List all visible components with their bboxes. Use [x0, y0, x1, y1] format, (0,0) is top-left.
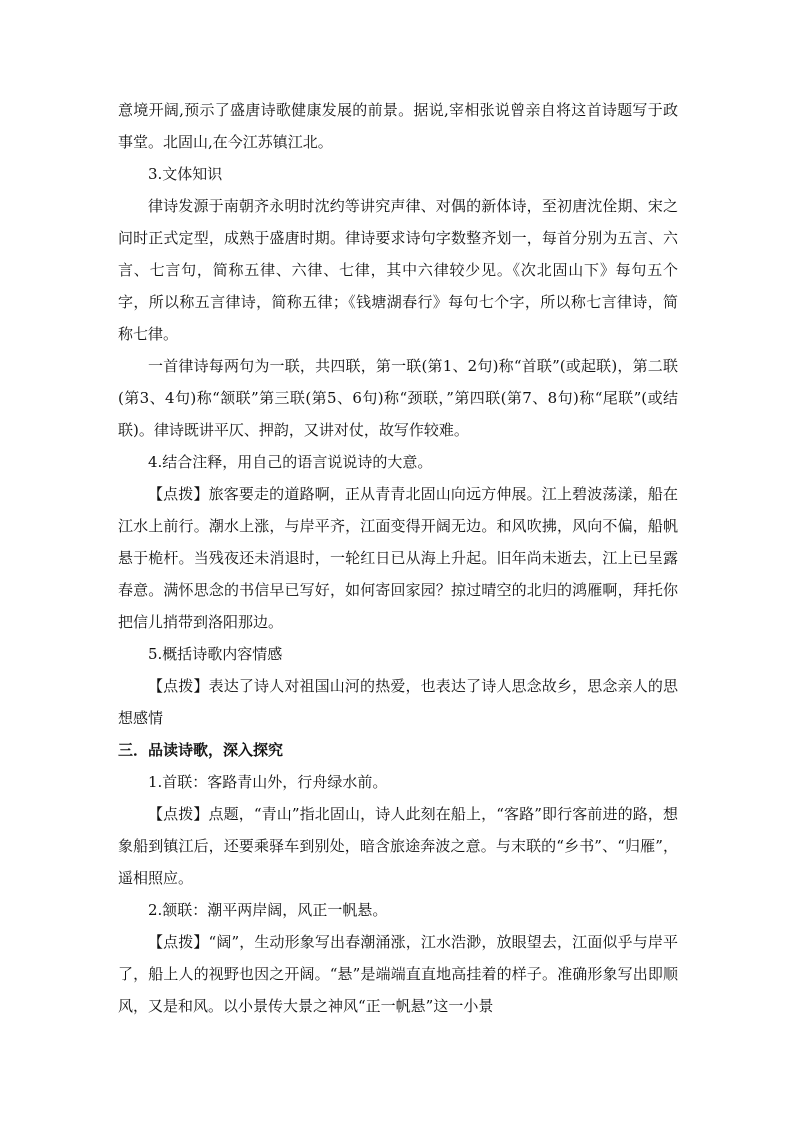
hint-text: 旅客要走的道路啊，正从青青北固山向远方伸展。江上碧波荡漾，船在江水上前行。潮水上涨，与岸平齐，江面变得开阔无边。和风吹拂，风向不偏，船帆悬于桅杆。当残夜还未消退时，一轮红日已从海上升起。旧年尚未逝去，江上已呈露春意。满怀思念的书信早已写好，如何寄回家园？掠过晴空的北归的鸿雁啊，拜托你把信儿捎带到洛阳那边。 — [118, 485, 678, 631]
section-literary-knowledge: 3.文体知识 — [148, 165, 223, 183]
hint-tag: 【点拨】 — [148, 485, 209, 503]
document-page — [118, 94, 678, 1022]
hint-tag: 【点拨】 — [148, 933, 209, 951]
answer-second-couplet — [118, 926, 678, 1022]
hint-tag: 【点拨】 — [148, 677, 209, 695]
question-emotion: 5.概括诗歌内容情感 — [148, 645, 283, 663]
paragraph-continuation: 意境开阔,预示了盛唐诗歌健康发展的前景。据说,宰相张说曾亲自将这首诗题写于政事堂。北固山,在今江苏镇江北。 — [118, 101, 678, 151]
question-meaning: 4.结合注释，用自己的语言说说诗的大意。 — [148, 453, 433, 471]
answer-first-couplet — [118, 798, 678, 894]
answer-meaning — [118, 478, 678, 638]
hint-text: “阔”，生动形象写出春潮涌涨，江水浩渺，放眼望去，江面似乎与岸平了，船上人的视野也因之开阔。“悬”是端端直直地高挂着的样子。准确形象写出即顺风，又是和风。以小景传大景之神风“正一帆悬”这一小景 — [118, 933, 678, 1015]
answer-emotion — [118, 670, 678, 734]
hint-text: 点题，“青山”指北固山，诗人此刻在船上，“客路”即行客前进的路，想象船到镇江后，还要乘驿车到别处，暗含旅途奔波之意。与末联的“乡书”、“归雁”，遥相照应。 — [118, 805, 678, 887]
section-heading-explore: 三．品读诗歌，深入探究 — [118, 741, 284, 759]
paragraph-regulated-verse-origin: 律诗发源于南朝齐永明时沈约等讲究声律、对偶的新体诗，至初唐沈佺期、宋之问时正式定型，成熟于盛唐时期。律诗要求诗句字数整齐划一，每首分别为五言、六言、七言句，简称五律、六律、七律，其中六律较少见。《次北固山下》每句五个字，所以称五言律诗，简称五律；《钱塘湖春行》每句七个字，所以称七言律诗，简称七律。 — [118, 197, 678, 343]
second-couplet: 2.颔联：潮平两岸阔，风正一帆悬。 — [148, 901, 388, 919]
paragraph-couplets: 一首律诗每两句为一联，共四联，第一联(第1、2句)称“首联”(或起联)，第二联(第3、4句)称“颔联”第三联(第5、6句)称“颈联，”第四联(第7、8句)称“尾联”(或结联)。律诗既讲平仄、押韵，又讲对仗，故写作较难。 — [118, 357, 678, 439]
hint-text: 表达了诗人对祖国山河的热爱，也表达了诗人思念故乡，思念亲人的思想感情 — [118, 677, 678, 727]
first-couplet: 1.首联：客路青山外，行舟绿水前。 — [148, 773, 388, 791]
hint-tag: 【点拨】 — [148, 805, 209, 823]
